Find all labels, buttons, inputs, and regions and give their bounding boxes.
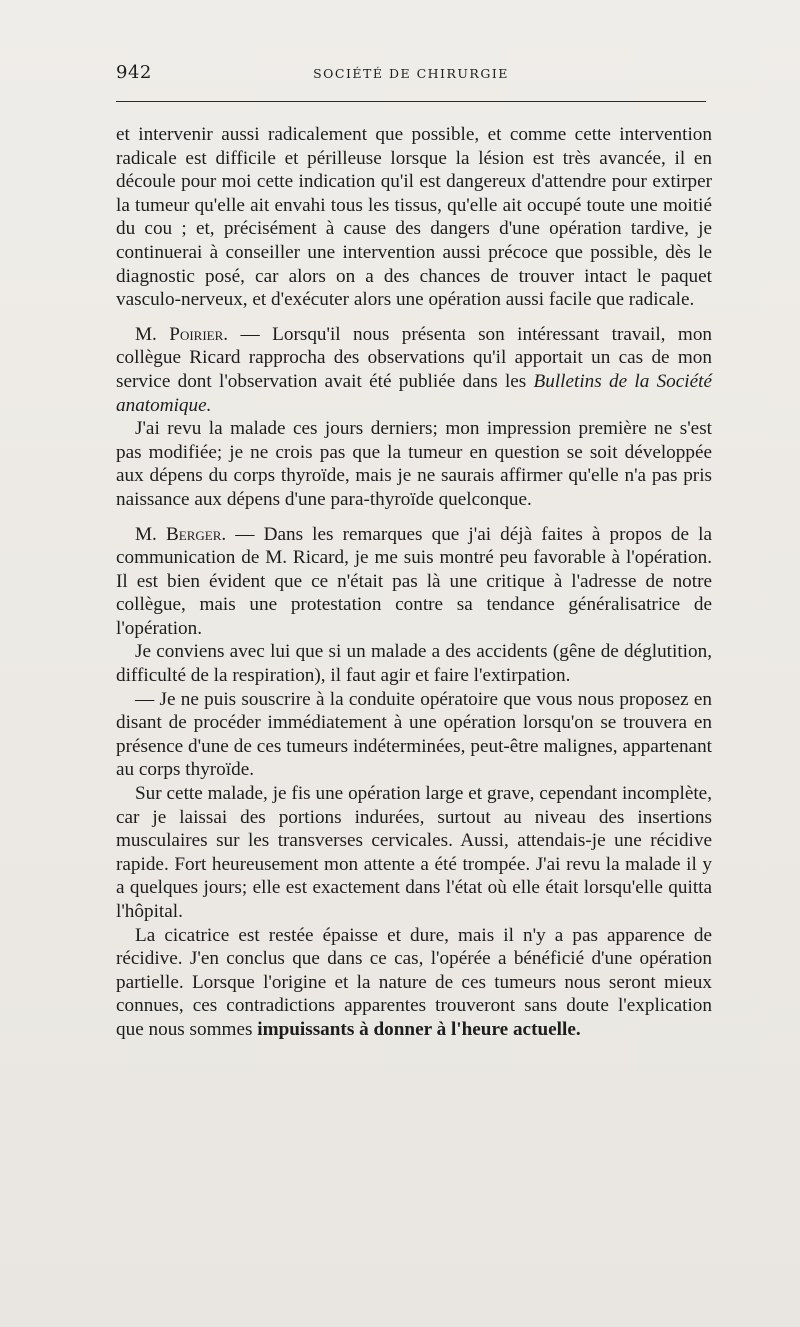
conclusion-text: La cicatrice est restée épaisse et dure, mais il n'y a pas apparence de récidive. J'en conclus que dans ce cas, l'opérée a bénéficié d'une opération partielle. Lorsque l'origine et la nature de ces tumeurs nous seront mieux connues, ces contradictions apparentes trouveront sans doute l'explication que nous sommes: [116, 924, 712, 1040]
running-title: SOCIÉTÉ DE CHIRURGIE: [313, 66, 509, 81]
speaker-berger: M. Berger.: [135, 523, 227, 545]
paragraph-berger-conclusion: [116, 924, 712, 1042]
journal-title: Bulletins de la Société anatomique.: [116, 370, 712, 416]
body-text: [116, 123, 712, 1042]
paragraph-poirier: [116, 323, 712, 417]
conclusion-final: impuissants à donner à l'heure actuelle.: [257, 1018, 581, 1040]
paragraph-poirier-followup: J'ai revu la malade ces jours derniers; mon impression première ne s'est pas modifiée; je ne crois pas que la tumeur en question se soit développée aux dépens du corps thyroïde, mais je ne saurais affirmer qu'elle n'a pas pris naissance aux dépens d'une para-thyroïde quelconque.: [116, 418, 712, 510]
poirier-remark: — Lorsqu'il nous présenta son intéressant travail, mon collègue Ricard rapprocha des observations qu'il apportait un cas de mon service dont l'observation avait été publiée dans les: [116, 323, 713, 392]
paragraph-berger-objection: — Je ne puis souscrire à la conduite opératoire que vous nous proposez en disant de procéder immédiatement à une opération lorsqu'on se trouvera en présence d'une de ces tumeurs indéterminées, peut-être malignes, appartenant au corps thyroïde.: [116, 688, 712, 781]
paragraph-berger-accidents: Je conviens avec lui que si un malade a des accidents (gêne de déglutition, difficulté de la respiration), il faut agir et faire l'extirpation.: [116, 641, 712, 687]
header-rule: [116, 101, 706, 102]
page-number: 942: [116, 62, 152, 83]
paragraph-continuation: et intervenir aussi radicalement que possible, et comme cette intervention radicale est difficile et périlleuse lorsque la lésion est très avancée, il en découle pour moi cette indication qu'il est dangereux d'attendre pour extirper la tumeur qu'elle ait envahi tous les tissus, qu'elle ait occupé toute une moitié du cou ; et, précisément à cause des dangers d'une opération tardive, je continuerai à conseiller une intervention aussi précoce que possible, dès le diagnostic posé, car alors on a des chances de trouver intact le paquet vasculo-nerveux, et d'exécuter alors une opération aussi facile que radicale.: [116, 124, 712, 311]
speaker-poirier: M. Poirier.: [135, 323, 229, 345]
paragraph-berger-case: Sur cette malade, je fis une opération large et grave, cependant incomplète, car je laissai des portions indurées, surtout au niveau des insertions musculaires sur les transverses cervicales. Aussi, attendais-je une récidive rapide. Fort heureusement mon attente a été trompée. J'ai revu la malade il y a quelques jours; elle est exactement dans l'état où elle était lorsqu'elle quitta l'hôpital.: [116, 783, 712, 922]
paragraph-berger: [116, 523, 712, 641]
berger-remark: — Dans les remarques que j'ai déjà faites à propos de la communication de M. Ricard, je me suis montré peu favorable à l'opération. Il est bien évident que ce n'était pas là une critique à l'adresse de notre collègue, mais une protestation contre sa tendance généralisatrice de l'opération.: [116, 523, 712, 639]
page-header: [116, 62, 706, 96]
